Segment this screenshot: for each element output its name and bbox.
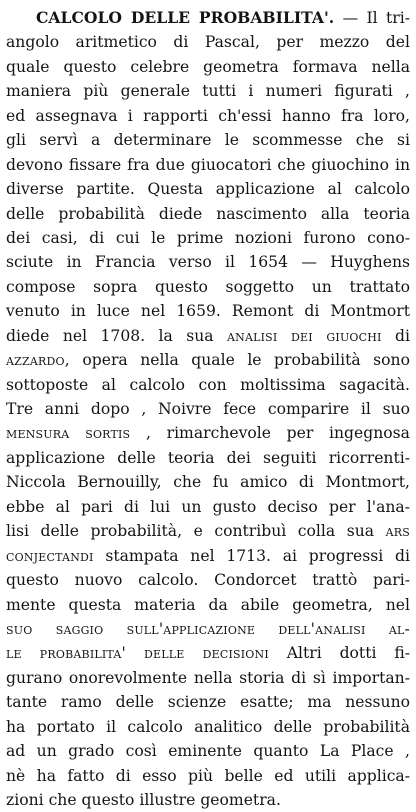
text-segment: questo nuovo calcolo. Condorcet trattò pari- bbox=[6, 571, 410, 590]
text-line bbox=[6, 299, 410, 323]
text-segment: maniera più generale tutti i numeri figurati , bbox=[6, 82, 410, 101]
text-line bbox=[6, 250, 410, 274]
text-line bbox=[6, 519, 410, 543]
text-line bbox=[6, 617, 410, 641]
text-segment: opera nella quale le probabilità sono bbox=[69, 351, 410, 370]
text-segment: dei casi, di cui le prime nozioni furono cono- bbox=[6, 228, 410, 247]
text-line bbox=[6, 275, 410, 299]
text-line bbox=[6, 764, 410, 788]
text-line bbox=[6, 568, 410, 592]
text-line bbox=[6, 421, 410, 445]
text-line bbox=[6, 324, 410, 348]
text-segment: — Il tri- bbox=[334, 9, 410, 27]
text-segment: devono fissare fra due giuocatori che giuochino in bbox=[6, 155, 410, 174]
small-caps-title: le probabilita' delle decisioni bbox=[6, 644, 269, 663]
text-segment: di bbox=[381, 326, 410, 345]
text-segment: gurano onorevolmente nella storia di sì importan- bbox=[6, 668, 410, 687]
text-line bbox=[6, 544, 410, 568]
text-line bbox=[6, 55, 410, 79]
text-segment: tante ramo delle scienze esatte; ma nessuno bbox=[6, 693, 410, 712]
text-segment: compose sopra questo soggetto un trattato bbox=[6, 277, 410, 296]
text-segment: venuto in luce nel 1659. Remont di Montmort bbox=[6, 302, 410, 321]
article-body bbox=[6, 6, 410, 812]
text-segment: gli servì a determinare le scommesse che si bbox=[6, 131, 410, 150]
text-line bbox=[6, 593, 410, 617]
text-segment: ad un grado così eminente quanto La Place , bbox=[6, 742, 410, 761]
text-segment: angolo aritmetico di Pascal, per mezzo del bbox=[6, 33, 410, 52]
text-segment: lisi delle probabilità, e contribuì colla sua bbox=[6, 522, 386, 541]
text-line bbox=[6, 495, 410, 519]
text-line bbox=[6, 104, 410, 128]
text-line bbox=[6, 397, 410, 421]
text-line bbox=[6, 6, 410, 30]
text-line bbox=[6, 128, 410, 152]
text-line bbox=[6, 715, 410, 739]
text-line bbox=[6, 226, 410, 250]
text-segment: zioni che questo illustre geometra. bbox=[6, 791, 281, 809]
text-line bbox=[6, 641, 410, 665]
text-segment: Niccola Bernouilly, che fu amico di Montmort, bbox=[6, 473, 410, 492]
text-segment: Altri dotti fi- bbox=[268, 644, 410, 663]
small-caps-title: conjectandi bbox=[6, 546, 94, 565]
text-segment: quale questo celebre geometra formava nella bbox=[6, 57, 410, 76]
text-line bbox=[6, 348, 410, 372]
text-segment: nè ha fatto di esso più belle ed utili applica- bbox=[6, 766, 410, 785]
text-segment: ebbe al pari di lui un gusto deciso per l'ana- bbox=[6, 497, 410, 516]
text-segment: applicazione delle teoria dei seguiti ricorrenti- bbox=[6, 448, 410, 467]
section-heading: CALCOLO DELLE PROBABILITA'. bbox=[36, 8, 335, 27]
text-segment: mente questa materia da abile geometra, nel bbox=[6, 595, 410, 614]
text-segment: stampata nel 1713. ai progressi di bbox=[93, 546, 410, 565]
text-segment: , rimarchevole per ingegnosa bbox=[130, 424, 410, 443]
text-line bbox=[6, 788, 410, 812]
text-line bbox=[6, 666, 410, 690]
text-line bbox=[6, 739, 410, 763]
text-segment: delle probabilità diede nascimento alla teoria bbox=[6, 204, 410, 223]
text-line bbox=[6, 690, 410, 714]
small-caps-title: azzardo, bbox=[6, 351, 70, 370]
text-segment: diverse partite. Questa applicazione al calcolo bbox=[6, 180, 410, 199]
text-segment: sottoposte al calcolo con moltissima sagacità. bbox=[6, 375, 410, 394]
small-caps-title: mensura sortis bbox=[6, 424, 131, 443]
text-line bbox=[6, 30, 410, 54]
text-line bbox=[6, 446, 410, 470]
text-line bbox=[6, 177, 410, 201]
small-caps-title: analisi dei giuochi bbox=[226, 326, 382, 345]
text-line bbox=[6, 373, 410, 397]
text-segment: Tre anni dopo , Noivre fece comparire il suo bbox=[6, 400, 410, 418]
text-segment: ed assegnava i rapporti ch'essi hanno fra loro, bbox=[6, 106, 410, 125]
text-line bbox=[6, 153, 410, 177]
small-caps-title: ars bbox=[385, 522, 410, 541]
text-segment: diede nel 1708. la sua bbox=[6, 326, 227, 345]
text-line bbox=[6, 470, 410, 494]
text-segment: sciute in Francia verso il 1654 — Huyghens bbox=[6, 253, 410, 272]
text-line bbox=[6, 79, 410, 103]
small-caps-title: saggio sull'applicazione dell'analisi al- bbox=[55, 619, 410, 638]
text-segment: ha portato il calcolo analitico delle probabilità bbox=[6, 717, 410, 736]
small-caps-title: suo bbox=[6, 619, 56, 638]
text-line bbox=[6, 202, 410, 226]
